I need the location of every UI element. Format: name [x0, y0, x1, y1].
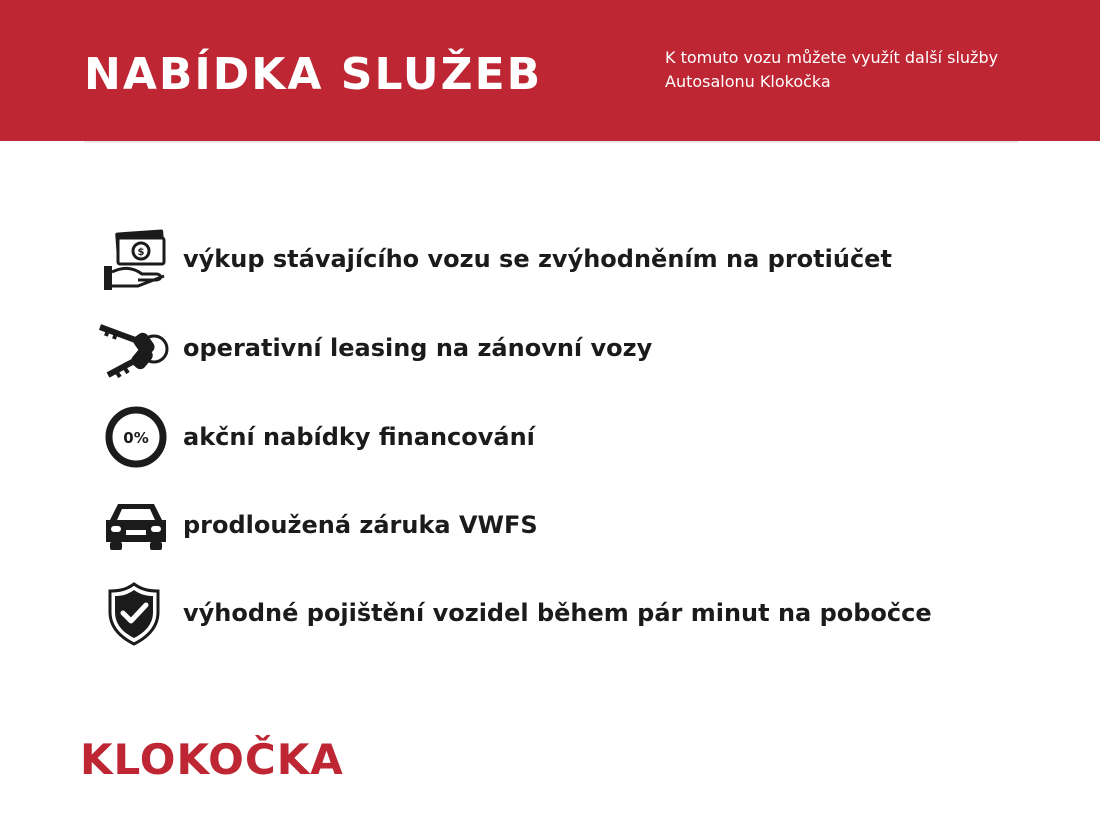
service-item-leasing [98, 313, 998, 383]
car-icon [98, 490, 172, 560]
zero-percent-icon [98, 402, 172, 472]
service-label: výhodné pojištění vozidel během pár minut na pobočce [183, 599, 932, 627]
svg-text:$: $ [137, 247, 145, 258]
service-label: akční nabídky financování [183, 423, 535, 451]
service-label: operativní leasing na zánovní vozy [183, 334, 653, 362]
money-hand-icon [98, 224, 172, 294]
service-item-buyback [98, 224, 998, 294]
service-label: prodloužená záruka VWFS [183, 511, 538, 539]
klokocka-logo: KLOKOČKA [80, 735, 344, 784]
header-subtitle-line-2: Autosalonu Klokočka [665, 72, 831, 91]
svg-text:0%: 0% [123, 429, 149, 447]
shield-check-icon [98, 578, 172, 648]
car-keys-icon [98, 313, 172, 383]
header-subtitle-line-1: K tomuto vozu můžete využít další služby [665, 48, 999, 67]
service-item-insurance [98, 578, 998, 648]
service-item-warranty [98, 490, 998, 560]
page-title: NABÍDKA SLUŽEB [84, 49, 543, 100]
service-label: výkup stávajícího vozu se zvýhodněním na protiúčet [183, 245, 892, 273]
service-item-financing [98, 402, 998, 472]
